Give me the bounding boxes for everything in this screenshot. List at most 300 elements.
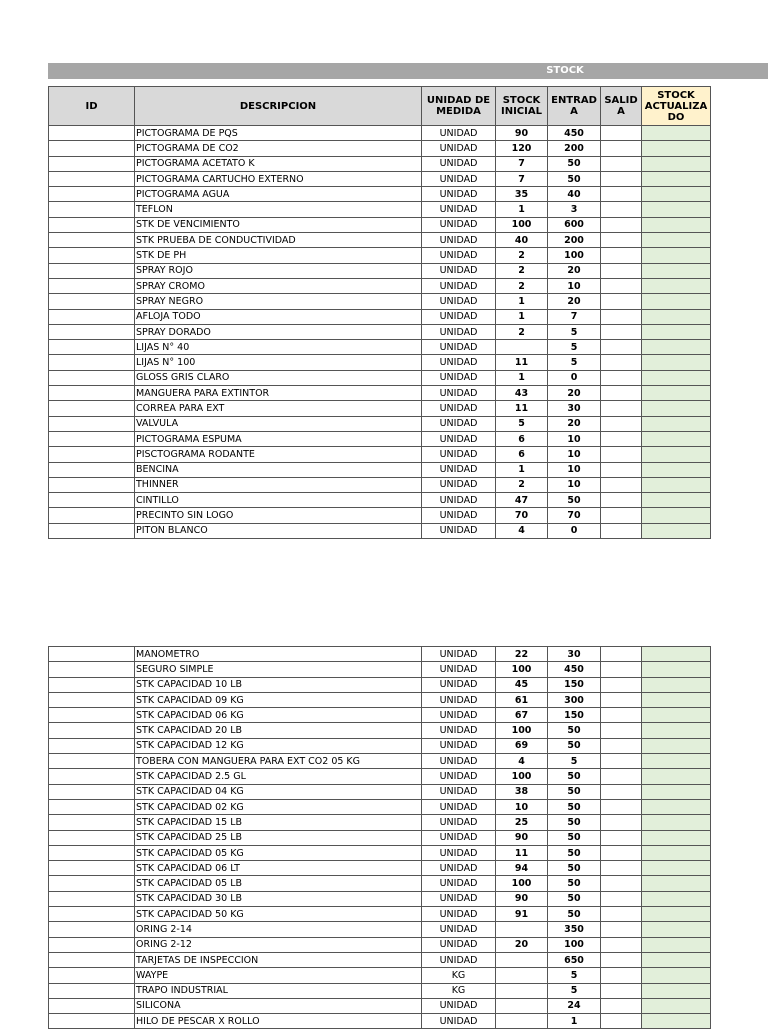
cell-id[interactable] [49, 708, 135, 723]
cell-salida[interactable] [601, 370, 642, 385]
cell-entrada[interactable]: 50 [548, 815, 601, 830]
cell-stock-inicial[interactable] [496, 983, 548, 998]
cell-id[interactable] [49, 845, 135, 860]
cell-descripcion[interactable]: PISCTOGRAMA RODANTE [135, 447, 422, 462]
cell-stock-actualizado[interactable] [642, 340, 711, 355]
cell-unidad[interactable]: UNIDAD [422, 523, 496, 538]
cell-id[interactable] [49, 968, 135, 983]
cell-stock-actualizado[interactable] [642, 815, 711, 830]
cell-entrada[interactable]: 50 [548, 784, 601, 799]
cell-entrada[interactable]: 5 [548, 754, 601, 769]
cell-stock-actualizado[interactable] [642, 891, 711, 906]
cell-salida[interactable] [601, 968, 642, 983]
cell-entrada[interactable]: 10 [548, 462, 601, 477]
cell-descripcion[interactable]: PICTOGRAMA CARTUCHO EXTERNO [135, 171, 422, 186]
cell-salida[interactable] [601, 922, 642, 937]
cell-descripcion[interactable]: STK CAPACIDAD 09 KG [135, 692, 422, 707]
cell-stock-actualizado[interactable] [642, 462, 711, 477]
cell-unidad[interactable]: UNIDAD [422, 723, 496, 738]
cell-entrada[interactable]: 0 [548, 370, 601, 385]
cell-descripcion[interactable]: PRECINTO SIN LOGO [135, 508, 422, 523]
cell-unidad[interactable]: UNIDAD [422, 217, 496, 232]
header-stock-actualizado[interactable]: STOCK ACTUALIZA DO [642, 87, 711, 126]
cell-descripcion[interactable]: SILICONA [135, 998, 422, 1013]
cell-id[interactable] [49, 462, 135, 477]
cell-entrada[interactable]: 20 [548, 416, 601, 431]
cell-stock-actualizado[interactable] [642, 370, 711, 385]
cell-unidad[interactable]: UNIDAD [422, 126, 496, 141]
cell-unidad[interactable]: UNIDAD [422, 141, 496, 156]
cell-stock-actualizado[interactable] [642, 248, 711, 263]
cell-id[interactable] [49, 922, 135, 937]
cell-stock-inicial[interactable]: 11 [496, 845, 548, 860]
cell-entrada[interactable]: 5 [548, 355, 601, 370]
cell-stock-actualizado[interactable] [642, 937, 711, 952]
cell-stock-actualizado[interactable] [642, 998, 711, 1013]
cell-descripcion[interactable]: VALVULA [135, 416, 422, 431]
cell-entrada[interactable]: 300 [548, 692, 601, 707]
cell-salida[interactable] [601, 431, 642, 446]
cell-entrada[interactable]: 150 [548, 708, 601, 723]
cell-entrada[interactable]: 50 [548, 769, 601, 784]
cell-entrada[interactable]: 50 [548, 845, 601, 860]
cell-salida[interactable] [601, 493, 642, 508]
cell-stock-actualizado[interactable] [642, 830, 711, 845]
cell-id[interactable] [49, 998, 135, 1013]
cell-stock-inicial[interactable]: 4 [496, 523, 548, 538]
cell-unidad[interactable]: UNIDAD [422, 462, 496, 477]
cell-id[interactable] [49, 983, 135, 998]
cell-stock-actualizado[interactable] [642, 647, 711, 662]
cell-salida[interactable] [601, 876, 642, 891]
cell-entrada[interactable]: 5 [548, 968, 601, 983]
cell-entrada[interactable]: 10 [548, 477, 601, 492]
cell-id[interactable] [49, 416, 135, 431]
cell-id[interactable] [49, 861, 135, 876]
cell-stock-actualizado[interactable] [642, 983, 711, 998]
header-stock-inicial[interactable]: STOCK INICIAL [496, 87, 548, 126]
cell-descripcion[interactable]: STK CAPACIDAD 15 LB [135, 815, 422, 830]
cell-entrada[interactable]: 10 [548, 447, 601, 462]
cell-salida[interactable] [601, 861, 642, 876]
cell-stock-inicial[interactable]: 6 [496, 447, 548, 462]
cell-salida[interactable] [601, 263, 642, 278]
cell-descripcion[interactable]: PICTOGRAMA ACETATO K [135, 156, 422, 171]
cell-stock-inicial[interactable]: 40 [496, 233, 548, 248]
cell-entrada[interactable]: 650 [548, 952, 601, 967]
cell-entrada[interactable]: 50 [548, 891, 601, 906]
cell-salida[interactable] [601, 738, 642, 753]
cell-stock-inicial[interactable]: 1 [496, 462, 548, 477]
cell-stock-actualizado[interactable] [642, 202, 711, 217]
cell-descripcion[interactable]: LIJAS N° 40 [135, 340, 422, 355]
cell-unidad[interactable]: UNIDAD [422, 861, 496, 876]
cell-unidad[interactable]: UNIDAD [422, 233, 496, 248]
cell-id[interactable] [49, 523, 135, 538]
cell-unidad[interactable]: UNIDAD [422, 508, 496, 523]
cell-id[interactable] [49, 278, 135, 293]
cell-unidad[interactable]: UNIDAD [422, 677, 496, 692]
cell-entrada[interactable]: 600 [548, 217, 601, 232]
cell-id[interactable] [49, 477, 135, 492]
cell-salida[interactable] [601, 401, 642, 416]
cell-id[interactable] [49, 647, 135, 662]
cell-descripcion[interactable]: PITON BLANCO [135, 523, 422, 538]
cell-stock-actualizado[interactable] [642, 922, 711, 937]
cell-id[interactable] [49, 171, 135, 186]
cell-id[interactable] [49, 248, 135, 263]
cell-descripcion[interactable]: STK CAPACIDAD 30 LB [135, 891, 422, 906]
cell-descripcion[interactable]: STK CAPACIDAD 50 KG [135, 907, 422, 922]
cell-stock-inicial[interactable]: 67 [496, 708, 548, 723]
cell-entrada[interactable]: 50 [548, 830, 601, 845]
cell-unidad[interactable]: UNIDAD [422, 891, 496, 906]
cell-stock-actualizado[interactable] [642, 508, 711, 523]
cell-id[interactable] [49, 952, 135, 967]
cell-unidad[interactable]: UNIDAD [422, 784, 496, 799]
cell-unidad[interactable]: UNIDAD [422, 754, 496, 769]
cell-descripcion[interactable]: STK CAPACIDAD 02 KG [135, 799, 422, 814]
cell-stock-inicial[interactable] [496, 340, 548, 355]
cell-id[interactable] [49, 723, 135, 738]
cell-stock-inicial[interactable]: 1 [496, 370, 548, 385]
cell-salida[interactable] [601, 891, 642, 906]
cell-descripcion[interactable]: AFLOJA TODO [135, 309, 422, 324]
cell-entrada[interactable]: 450 [548, 662, 601, 677]
cell-entrada[interactable]: 5 [548, 340, 601, 355]
cell-descripcion[interactable]: TRAPO INDUSTRIAL [135, 983, 422, 998]
cell-unidad[interactable]: UNIDAD [422, 907, 496, 922]
cell-stock-actualizado[interactable] [642, 416, 711, 431]
cell-id[interactable] [49, 907, 135, 922]
cell-unidad[interactable]: UNIDAD [422, 937, 496, 952]
cell-salida[interactable] [601, 126, 642, 141]
cell-salida[interactable] [601, 647, 642, 662]
cell-stock-inicial[interactable]: 2 [496, 278, 548, 293]
cell-id[interactable] [49, 263, 135, 278]
cell-stock-inicial[interactable]: 22 [496, 647, 548, 662]
cell-entrada[interactable]: 10 [548, 278, 601, 293]
cell-stock-actualizado[interactable] [642, 861, 711, 876]
cell-unidad[interactable]: UNIDAD [422, 799, 496, 814]
cell-descripcion[interactable]: WAYPE [135, 968, 422, 983]
cell-unidad[interactable]: UNIDAD [422, 416, 496, 431]
cell-stock-actualizado[interactable] [642, 324, 711, 339]
cell-stock-actualizado[interactable] [642, 876, 711, 891]
cell-descripcion[interactable]: STK CAPACIDAD 10 LB [135, 677, 422, 692]
cell-stock-inicial[interactable] [496, 998, 548, 1013]
cell-stock-actualizado[interactable] [642, 477, 711, 492]
cell-id[interactable] [49, 156, 135, 171]
cell-unidad[interactable]: UNIDAD [422, 248, 496, 263]
cell-id[interactable] [49, 769, 135, 784]
cell-unidad[interactable]: UNIDAD [422, 815, 496, 830]
cell-salida[interactable] [601, 217, 642, 232]
cell-id[interactable] [49, 431, 135, 446]
cell-salida[interactable] [601, 723, 642, 738]
cell-stock-inicial[interactable]: 47 [496, 493, 548, 508]
cell-id[interactable] [49, 876, 135, 891]
cell-descripcion[interactable]: PICTOGRAMA DE PQS [135, 126, 422, 141]
cell-salida[interactable] [601, 523, 642, 538]
cell-entrada[interactable]: 100 [548, 937, 601, 952]
cell-salida[interactable] [601, 983, 642, 998]
cell-id[interactable] [49, 493, 135, 508]
cell-unidad[interactable]: UNIDAD [422, 447, 496, 462]
cell-descripcion[interactable]: SPRAY DORADO [135, 324, 422, 339]
cell-unidad[interactable]: UNIDAD [422, 340, 496, 355]
cell-entrada[interactable]: 1 [548, 1014, 601, 1029]
cell-stock-inicial[interactable]: 2 [496, 263, 548, 278]
cell-stock-actualizado[interactable] [642, 187, 711, 202]
cell-descripcion[interactable]: PICTOGRAMA AGUA [135, 187, 422, 202]
cell-stock-inicial[interactable]: 2 [496, 248, 548, 263]
cell-stock-actualizado[interactable] [642, 738, 711, 753]
cell-stock-actualizado[interactable] [642, 386, 711, 401]
cell-stock-actualizado[interactable] [642, 141, 711, 156]
cell-descripcion[interactable]: STK CAPACIDAD 06 LT [135, 861, 422, 876]
cell-stock-actualizado[interactable] [642, 799, 711, 814]
cell-unidad[interactable]: UNIDAD [422, 647, 496, 662]
cell-stock-inicial[interactable]: 1 [496, 309, 548, 324]
cell-unidad[interactable]: UNIDAD [422, 324, 496, 339]
cell-salida[interactable] [601, 784, 642, 799]
cell-stock-inicial[interactable]: 10 [496, 799, 548, 814]
cell-entrada[interactable]: 50 [548, 876, 601, 891]
cell-entrada[interactable]: 100 [548, 248, 601, 263]
cell-descripcion[interactable]: STK PRUEBA DE CONDUCTIVIDAD [135, 233, 422, 248]
cell-unidad[interactable]: UNIDAD [422, 171, 496, 186]
cell-descripcion[interactable]: ORING 2-12 [135, 937, 422, 952]
cell-descripcion[interactable]: THINNER [135, 477, 422, 492]
cell-stock-actualizado[interactable] [642, 845, 711, 860]
cell-stock-actualizado[interactable] [642, 126, 711, 141]
cell-unidad[interactable]: UNIDAD [422, 952, 496, 967]
cell-stock-actualizado[interactable] [642, 401, 711, 416]
cell-stock-inicial[interactable]: 69 [496, 738, 548, 753]
cell-id[interactable] [49, 187, 135, 202]
cell-id[interactable] [49, 891, 135, 906]
cell-descripcion[interactable]: ORING 2-14 [135, 922, 422, 937]
cell-descripcion[interactable]: STK DE VENCIMIENTO [135, 217, 422, 232]
cell-salida[interactable] [601, 708, 642, 723]
cell-entrada[interactable]: 200 [548, 233, 601, 248]
cell-unidad[interactable]: UNIDAD [422, 1014, 496, 1029]
cell-descripcion[interactable]: SPRAY CROMO [135, 278, 422, 293]
cell-salida[interactable] [601, 202, 642, 217]
cell-descripcion[interactable]: SEGURO SIMPLE [135, 662, 422, 677]
cell-salida[interactable] [601, 141, 642, 156]
cell-stock-inicial[interactable]: 70 [496, 508, 548, 523]
cell-unidad[interactable]: UNIDAD [422, 830, 496, 845]
cell-entrada[interactable]: 200 [548, 141, 601, 156]
cell-stock-inicial[interactable] [496, 952, 548, 967]
cell-salida[interactable] [601, 662, 642, 677]
cell-salida[interactable] [601, 416, 642, 431]
cell-stock-actualizado[interactable] [642, 723, 711, 738]
cell-stock-inicial[interactable]: 25 [496, 815, 548, 830]
cell-stock-actualizado[interactable] [642, 784, 711, 799]
cell-entrada[interactable]: 50 [548, 156, 601, 171]
cell-id[interactable] [49, 141, 135, 156]
cell-id[interactable] [49, 662, 135, 677]
cell-stock-inicial[interactable]: 45 [496, 677, 548, 692]
cell-stock-actualizado[interactable] [642, 1014, 711, 1029]
cell-stock-inicial[interactable]: 100 [496, 876, 548, 891]
cell-stock-inicial[interactable]: 100 [496, 217, 548, 232]
cell-salida[interactable] [601, 324, 642, 339]
cell-stock-actualizado[interactable] [642, 263, 711, 278]
cell-descripcion[interactable]: STK CAPACIDAD 05 LB [135, 876, 422, 891]
cell-unidad[interactable]: UNIDAD [422, 156, 496, 171]
cell-id[interactable] [49, 1014, 135, 1029]
header-entrada[interactable]: ENTRAD A [548, 87, 601, 126]
cell-unidad[interactable]: UNIDAD [422, 769, 496, 784]
cell-stock-inicial[interactable]: 7 [496, 171, 548, 186]
cell-salida[interactable] [601, 355, 642, 370]
cell-descripcion[interactable]: TARJETAS DE INSPECCION [135, 952, 422, 967]
cell-stock-actualizado[interactable] [642, 754, 711, 769]
cell-descripcion[interactable]: PICTOGRAMA ESPUMA [135, 431, 422, 446]
cell-stock-actualizado[interactable] [642, 523, 711, 538]
header-salida[interactable]: SALID A [601, 87, 642, 126]
cell-entrada[interactable]: 30 [548, 401, 601, 416]
cell-id[interactable] [49, 202, 135, 217]
header-id[interactable]: ID [49, 87, 135, 126]
cell-descripcion[interactable]: PICTOGRAMA DE CO2 [135, 141, 422, 156]
cell-id[interactable] [49, 126, 135, 141]
cell-stock-actualizado[interactable] [642, 431, 711, 446]
cell-salida[interactable] [601, 447, 642, 462]
cell-unidad[interactable]: UNIDAD [422, 922, 496, 937]
cell-salida[interactable] [601, 830, 642, 845]
cell-unidad[interactable]: UNIDAD [422, 355, 496, 370]
cell-descripcion[interactable]: SPRAY NEGRO [135, 294, 422, 309]
cell-entrada[interactable]: 350 [548, 922, 601, 937]
cell-salida[interactable] [601, 692, 642, 707]
cell-salida[interactable] [601, 754, 642, 769]
cell-unidad[interactable]: UNIDAD [422, 202, 496, 217]
cell-stock-inicial[interactable]: 43 [496, 386, 548, 401]
cell-stock-actualizado[interactable] [642, 692, 711, 707]
cell-unidad[interactable]: UNIDAD [422, 309, 496, 324]
cell-salida[interactable] [601, 952, 642, 967]
cell-stock-inicial[interactable]: 35 [496, 187, 548, 202]
cell-unidad[interactable]: UNIDAD [422, 386, 496, 401]
cell-id[interactable] [49, 692, 135, 707]
cell-stock-inicial[interactable]: 11 [496, 401, 548, 416]
header-descripcion[interactable]: DESCRIPCION [135, 87, 422, 126]
cell-stock-actualizado[interactable] [642, 355, 711, 370]
cell-salida[interactable] [601, 171, 642, 186]
cell-salida[interactable] [601, 294, 642, 309]
cell-unidad[interactable]: UNIDAD [422, 263, 496, 278]
cell-stock-actualizado[interactable] [642, 156, 711, 171]
cell-stock-inicial[interactable]: 2 [496, 324, 548, 339]
cell-unidad[interactable]: UNIDAD [422, 278, 496, 293]
cell-stock-inicial[interactable]: 6 [496, 431, 548, 446]
cell-salida[interactable] [601, 187, 642, 202]
cell-id[interactable] [49, 815, 135, 830]
cell-salida[interactable] [601, 340, 642, 355]
cell-id[interactable] [49, 830, 135, 845]
cell-descripcion[interactable]: STK DE PH [135, 248, 422, 263]
cell-stock-inicial[interactable]: 2 [496, 477, 548, 492]
cell-entrada[interactable]: 150 [548, 677, 601, 692]
cell-entrada[interactable]: 50 [548, 738, 601, 753]
cell-salida[interactable] [601, 233, 642, 248]
cell-salida[interactable] [601, 278, 642, 293]
cell-unidad[interactable]: UNIDAD [422, 692, 496, 707]
cell-descripcion[interactable]: STK CAPACIDAD 20 LB [135, 723, 422, 738]
cell-id[interactable] [49, 508, 135, 523]
cell-id[interactable] [49, 309, 135, 324]
cell-entrada[interactable]: 0 [548, 523, 601, 538]
cell-entrada[interactable]: 30 [548, 647, 601, 662]
cell-salida[interactable] [601, 248, 642, 263]
cell-stock-inicial[interactable]: 100 [496, 723, 548, 738]
cell-unidad[interactable]: UNIDAD [422, 708, 496, 723]
cell-stock-inicial[interactable]: 100 [496, 662, 548, 677]
cell-stock-inicial[interactable]: 7 [496, 156, 548, 171]
cell-id[interactable] [49, 754, 135, 769]
cell-id[interactable] [49, 799, 135, 814]
cell-entrada[interactable]: 20 [548, 386, 601, 401]
cell-id[interactable] [49, 355, 135, 370]
cell-unidad[interactable]: UNIDAD [422, 187, 496, 202]
cell-salida[interactable] [601, 1014, 642, 1029]
cell-id[interactable] [49, 324, 135, 339]
cell-stock-inicial[interactable]: 1 [496, 294, 548, 309]
cell-stock-actualizado[interactable] [642, 493, 711, 508]
cell-salida[interactable] [601, 508, 642, 523]
cell-stock-actualizado[interactable] [642, 294, 711, 309]
cell-stock-inicial[interactable] [496, 1014, 548, 1029]
cell-entrada[interactable]: 5 [548, 324, 601, 339]
cell-id[interactable] [49, 217, 135, 232]
cell-stock-actualizado[interactable] [642, 952, 711, 967]
cell-id[interactable] [49, 784, 135, 799]
cell-unidad[interactable]: UNIDAD [422, 845, 496, 860]
cell-descripcion[interactable]: STK CAPACIDAD 2.5 GL [135, 769, 422, 784]
cell-stock-inicial[interactable]: 4 [496, 754, 548, 769]
cell-salida[interactable] [601, 769, 642, 784]
cell-unidad[interactable]: UNIDAD [422, 662, 496, 677]
cell-entrada[interactable]: 3 [548, 202, 601, 217]
cell-entrada[interactable]: 5 [548, 983, 601, 998]
cell-entrada[interactable]: 70 [548, 508, 601, 523]
cell-descripcion[interactable]: HILO DE PESCAR X ROLLO [135, 1014, 422, 1029]
cell-entrada[interactable]: 20 [548, 263, 601, 278]
cell-id[interactable] [49, 386, 135, 401]
cell-stock-inicial[interactable]: 38 [496, 784, 548, 799]
cell-descripcion[interactable]: MANOMETRO [135, 647, 422, 662]
cell-stock-actualizado[interactable] [642, 309, 711, 324]
cell-descripcion[interactable]: BENCINA [135, 462, 422, 477]
cell-entrada[interactable]: 50 [548, 799, 601, 814]
cell-descripcion[interactable]: CORREA PARA EXT [135, 401, 422, 416]
cell-salida[interactable] [601, 815, 642, 830]
cell-salida[interactable] [601, 998, 642, 1013]
cell-unidad[interactable]: UNIDAD [422, 493, 496, 508]
cell-salida[interactable] [601, 845, 642, 860]
cell-entrada[interactable]: 50 [548, 723, 601, 738]
cell-stock-inicial[interactable]: 91 [496, 907, 548, 922]
cell-salida[interactable] [601, 462, 642, 477]
cell-stock-actualizado[interactable] [642, 968, 711, 983]
cell-descripcion[interactable]: TOBERA CON MANGUERA PARA EXT CO2 05 KG [135, 754, 422, 769]
cell-salida[interactable] [601, 386, 642, 401]
